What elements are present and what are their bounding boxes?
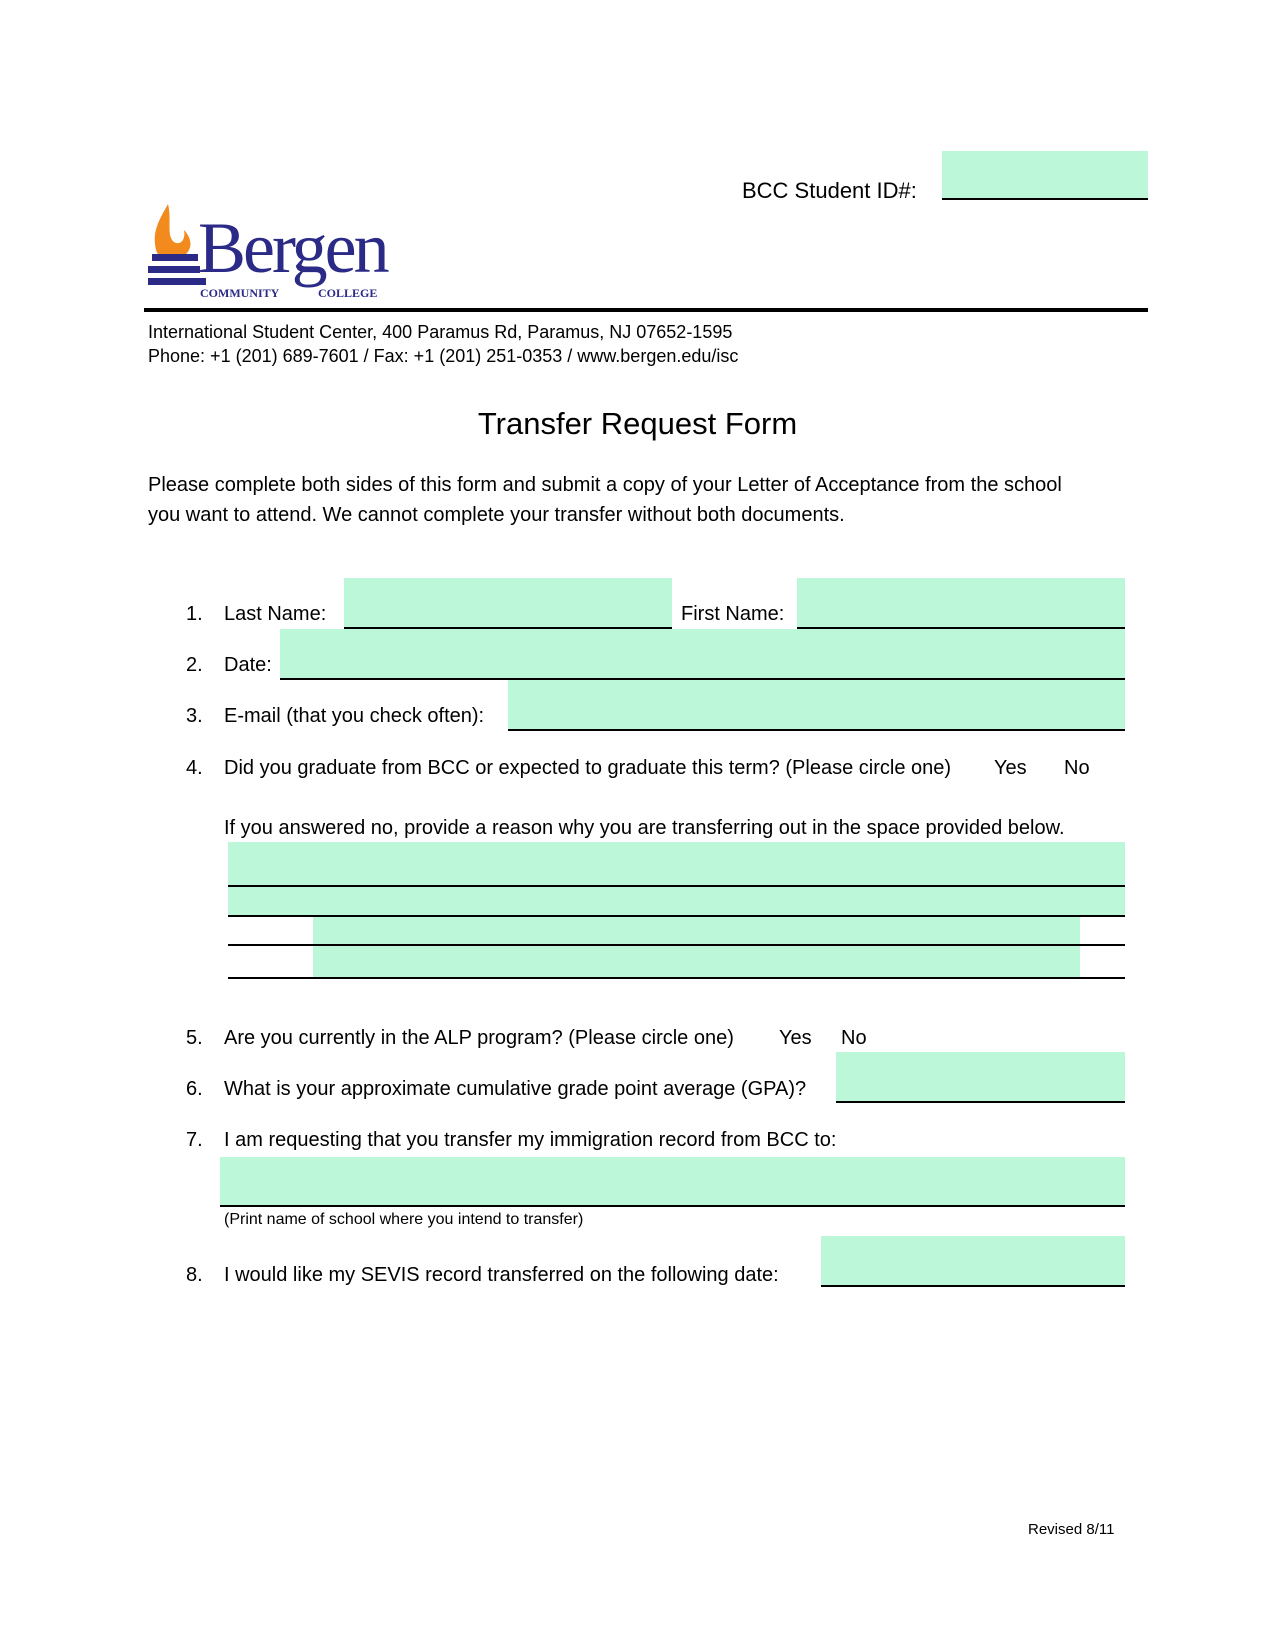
q5-number: 5.	[186, 1027, 203, 1049]
revision-note: Revised 8/11	[1028, 1521, 1115, 1538]
transfer-school-hint: (Print name of school where you intend to transfer)	[224, 1211, 584, 1228]
graduate-yes-option[interactable]: Yes	[994, 757, 1027, 779]
q6-number: 6.	[186, 1078, 203, 1100]
reason-instructions: If you answered no, provide a reason why you are transferring out in the space provided below.	[224, 817, 1065, 839]
student-id-field[interactable]	[942, 151, 1148, 200]
logo-wordmark: Bergen	[198, 208, 387, 288]
address-line-1: International Student Center, 400 Paramus Rd, Paramus, NJ 07652-1595	[148, 322, 733, 342]
reason-lines-3-4[interactable]	[313, 917, 1080, 977]
q1-number: 1.	[186, 603, 203, 625]
graduate-question: Did you graduate from BCC or expected to graduate this term? (Please circle one)	[224, 757, 952, 779]
first-name-field[interactable]	[797, 578, 1125, 629]
reason-underline-3-inner	[313, 944, 1080, 946]
date-field[interactable]	[280, 629, 1125, 680]
address-block	[148, 320, 738, 368]
q3-number: 3.	[186, 705, 203, 727]
last-name-label: Last Name:	[224, 603, 327, 625]
last-name-field[interactable]	[344, 578, 672, 629]
first-name-label: First Name:	[681, 603, 785, 625]
reason-underline-4	[228, 977, 1125, 979]
intro-line-2: you want to attend. We cannot complete your transfer without both documents.	[148, 504, 845, 526]
alp-question: Are you currently in the ALP program? (Please circle one)	[224, 1027, 734, 1049]
address-line-2: Phone: +1 (201) 689-7601 / Fax: +1 (201) 251-0353 / www.bergen.edu/isc	[148, 346, 739, 366]
transfer-school-field[interactable]	[220, 1157, 1125, 1207]
graduate-no-option[interactable]: No	[1064, 757, 1090, 779]
q8-number: 8.	[186, 1264, 203, 1286]
intro-line-1: Please complete both sides of this form and submit a copy of your Letter of Acceptance from the school	[148, 474, 1062, 496]
transfer-school-question: I am requesting that you transfer my immigration record from BCC to:	[224, 1129, 837, 1151]
logo-college: COLLEGE	[318, 286, 378, 300]
alp-yes-option[interactable]: Yes	[779, 1027, 812, 1049]
page-title: Transfer Request Form	[477, 406, 798, 441]
reason-line-2[interactable]	[228, 887, 1125, 917]
q7-number: 7.	[186, 1129, 203, 1151]
reason-line-1[interactable]	[228, 842, 1125, 887]
sevis-date-field[interactable]	[821, 1236, 1125, 1287]
gpa-field[interactable]	[836, 1052, 1125, 1103]
date-label: Date:	[224, 654, 272, 676]
alp-no-option[interactable]: No	[841, 1027, 867, 1049]
q2-number: 2.	[186, 654, 203, 676]
intro-text	[148, 470, 1062, 530]
q4-number: 4.	[186, 757, 203, 779]
gpa-question: What is your approximate cumulative grade point average (GPA)?	[224, 1078, 807, 1100]
student-id-label: BCC Student ID#:	[742, 178, 917, 203]
logo-community: COMMUNITY	[200, 286, 280, 300]
header-divider	[144, 308, 1148, 312]
bergen-logo	[148, 202, 393, 304]
email-field[interactable]	[508, 680, 1125, 731]
sevis-date-question: I would like my SEVIS record transferred on the following date:	[224, 1264, 779, 1286]
email-label: E-mail (that you check often):	[224, 705, 485, 727]
